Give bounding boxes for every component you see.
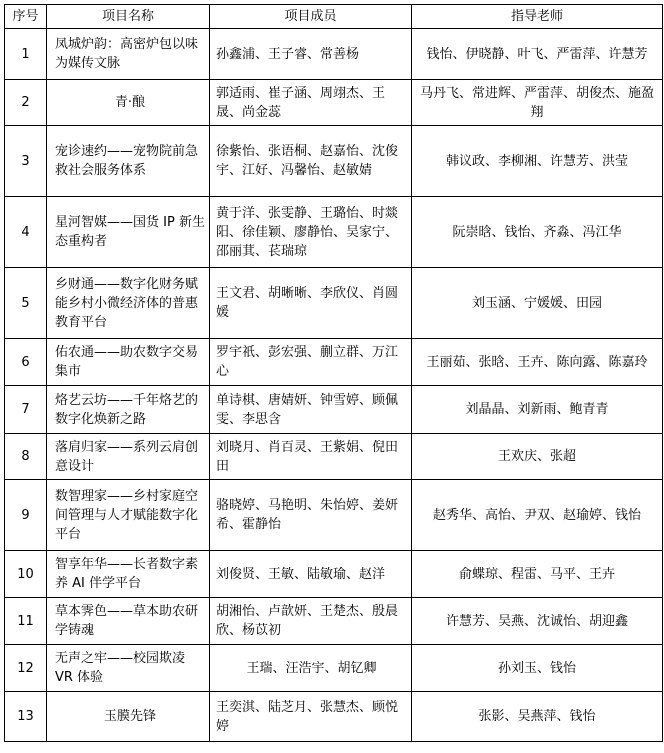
teachers-cell: 赵秀华、高怡、尹双、赵瑜婷、钱怡 — [412, 480, 663, 551]
table-row — [5, 598, 663, 645]
members-cell: 罗宇祇、彭宏强、蒯立群、万江心 — [210, 339, 412, 386]
row-index: 10 — [5, 551, 47, 598]
teachers-cell: 俞蝶琼、程雷、马平、王卉 — [412, 551, 663, 598]
members-cell: 单诗棋、唐婧妍、钟雪婷、顾佩雯、李思含 — [210, 386, 412, 434]
row-index: 1 — [5, 29, 47, 80]
table-row — [5, 480, 663, 551]
row-index: 9 — [5, 480, 47, 551]
teachers-cell: 王丽茹、张晗、王卉、陈向露、陈嘉玲 — [412, 339, 663, 386]
teachers-cell: 张影、吴燕萍、钱怡 — [412, 692, 663, 742]
project-name-cell: 宠诊速约——宠物院前急救社会服务体系 — [47, 126, 210, 197]
project-name-cell: 智享年华——长者数字素养 AI 伴学平台 — [47, 551, 210, 598]
row-index: 2 — [5, 80, 47, 126]
members-cell: 骆晓婷、马艳明、朱怡婷、姜妍希、霍静怡 — [210, 480, 412, 551]
teachers-cell: 王欢庆、张超 — [412, 434, 663, 480]
members-cell: 郭适雨、崔子涵、周翊杰、王晟、尚金蕊 — [210, 80, 412, 126]
table-row — [5, 268, 663, 339]
row-index: 5 — [5, 268, 47, 339]
header-members: 项目成员 — [210, 5, 412, 29]
members-cell: 黄于洋、张雯静、王璐怡、时燚阳、徐佳颖、廖静怡、吴家宁、邵丽萁、苌瑞琼 — [210, 197, 412, 268]
teachers-cell: 马丹飞、常进辉、严雷萍、胡俊杰、施盈翔 — [412, 80, 663, 126]
table-row — [5, 645, 663, 692]
project-name-cell: 星河智媒——国货 IP 新生态重构者 — [47, 197, 210, 268]
table-row — [5, 551, 663, 598]
project-name-cell: 烙艺云坊——千年烙艺的数字化焕新之路 — [47, 386, 210, 434]
row-index: 11 — [5, 598, 47, 645]
table-row — [5, 434, 663, 480]
teachers-cell: 阮崇晗、钱怡、齐淼、冯江华 — [412, 197, 663, 268]
project-name-cell: 乡财通——数字化财务赋能乡村小微经济体的普惠教育平台 — [47, 268, 210, 339]
project-name-cell: 数智理家——乡村家庭空间管理与人才赋能数字化平台 — [47, 480, 210, 551]
members-cell: 刘晓月、肖百灵、王紫娟、倪田田 — [210, 434, 412, 480]
project-table — [4, 4, 663, 742]
teachers-cell: 刘晶晶、刘新雨、鲍青青 — [412, 386, 663, 434]
header-teachers: 指导老师 — [412, 5, 663, 29]
table-row — [5, 29, 663, 80]
table-row — [5, 126, 663, 197]
table-row — [5, 692, 663, 742]
table-row — [5, 386, 663, 434]
teachers-cell: 许慧芳、吴燕、沈诚怡、胡迎鑫 — [412, 598, 663, 645]
project-name-cell: 草本霁色——草本助农研学铸魂 — [47, 598, 210, 645]
teachers-cell: 孙刘玉、钱怡 — [412, 645, 663, 692]
table-row — [5, 197, 663, 268]
header-index: 序号 — [5, 5, 47, 29]
row-index: 7 — [5, 386, 47, 434]
project-name-cell: 青·酿 — [47, 80, 210, 126]
row-index: 13 — [5, 692, 47, 742]
members-cell: 王瑞、汪浩宇、胡钇卿 — [210, 645, 412, 692]
teachers-cell: 钱怡、伊晓静、叶飞、严雷萍、许慧芳 — [412, 29, 663, 80]
row-index: 3 — [5, 126, 47, 197]
teachers-cell: 刘玉涵、宁媛媛、田园 — [412, 268, 663, 339]
row-index: 4 — [5, 197, 47, 268]
members-cell: 刘俊贤、王敏、陆敏瑜、赵洋 — [210, 551, 412, 598]
project-name-cell: 落肩归家——系列云肩创意设计 — [47, 434, 210, 480]
members-cell: 胡湘怡、卢歆妍、王楚杰、殷晨欣、杨苡初 — [210, 598, 412, 645]
table-row — [5, 339, 663, 386]
row-index: 12 — [5, 645, 47, 692]
members-cell: 徐紫怡、张语桐、赵嘉怡、沈俊宇、江好、冯馨怡、赵敏婧 — [210, 126, 412, 197]
table-row — [5, 80, 663, 126]
header-project-name: 项目名称 — [47, 5, 210, 29]
teachers-cell: 韩议政、李柳湘、许慧芳、洪莹 — [412, 126, 663, 197]
row-index: 6 — [5, 339, 47, 386]
members-cell: 王文君、胡晰晰、李欣仪、肖圆媛 — [210, 268, 412, 339]
project-name-cell: 玉膜先锋 — [47, 692, 210, 742]
members-cell: 孙鑫浦、王子睿、常善杨 — [210, 29, 412, 80]
members-cell: 王奕淇、陆芝月、张慧杰、顾悦婷 — [210, 692, 412, 742]
table-header-row — [5, 5, 663, 29]
row-index: 8 — [5, 434, 47, 480]
project-name-cell: 无声之牢——校园欺凌 VR 体验 — [47, 645, 210, 692]
project-name-cell: 凤城炉韵：高密炉包以味为媒传文脉 — [47, 29, 210, 80]
project-name-cell: 佑农通——助农数字交易集市 — [47, 339, 210, 386]
